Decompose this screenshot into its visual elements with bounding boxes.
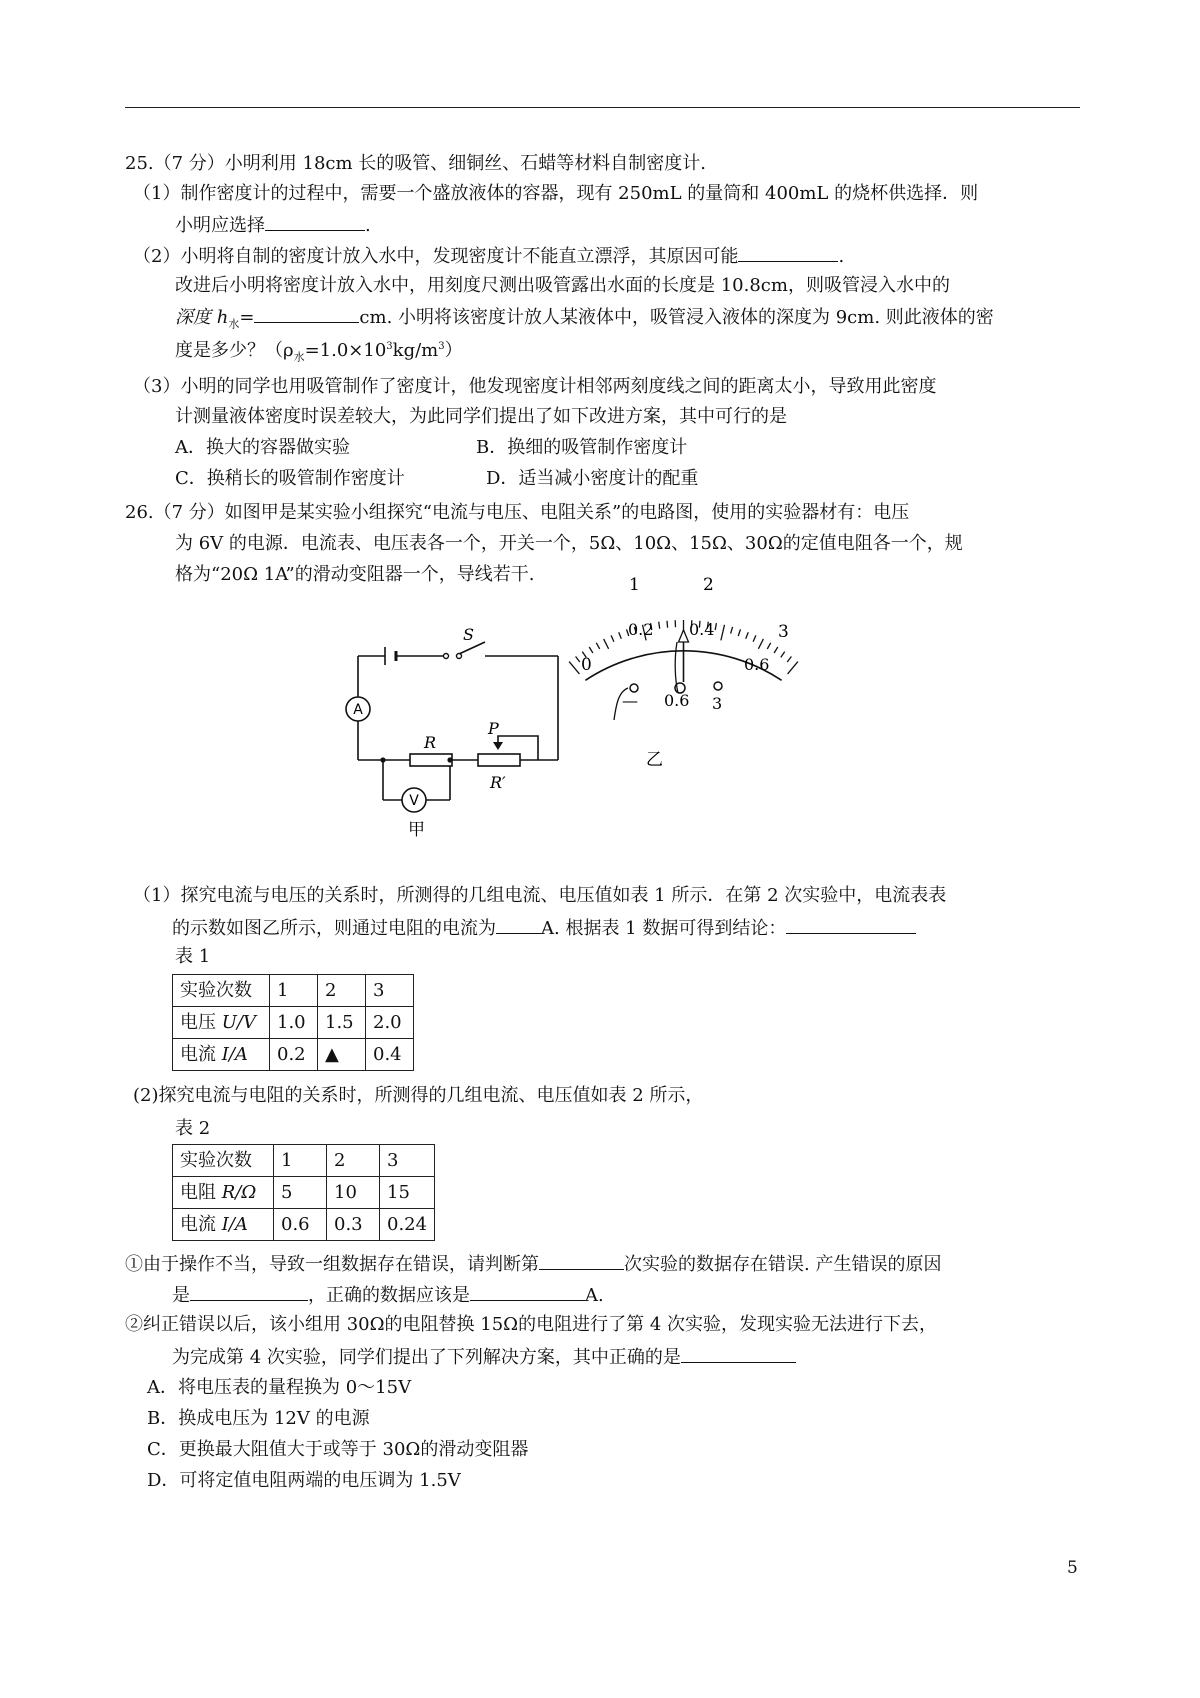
answer-blank[interactable] — [738, 244, 838, 262]
table-cell: 实验次数 — [173, 975, 270, 1007]
slider-label: P — [488, 719, 499, 738]
scale-bottom-0-6: 0.6 — [744, 655, 770, 674]
q25-p2-line2: 改进后小明将密度计放入水中，用刻度尺测出吸管露出水面的长度是 10.8cm，则吸管浸入水中的 — [175, 275, 950, 296]
table-row — [173, 975, 414, 1007]
table-cell: 1 — [274, 1145, 327, 1177]
figure-yi-caption: 乙 — [646, 750, 663, 770]
table-row — [173, 1209, 435, 1241]
junction-dot — [380, 757, 385, 762]
table-cell: 电压 U/V — [173, 1007, 270, 1039]
q25-option-a[interactable]: A．换大的容器做实验 — [175, 437, 350, 458]
figure-jia-caption: 甲 — [408, 820, 425, 840]
table-cell: 10 — [327, 1177, 380, 1209]
rheostat-label: R′ — [490, 773, 506, 792]
ammeter-label: A — [353, 702, 363, 718]
table-cell: 电阻 R/Ω — [173, 1177, 274, 1209]
terminal-3 — [714, 682, 722, 690]
q26-s1-line2: 是 ，正确的数据应该是 A. — [172, 1285, 604, 1306]
q26-option-c[interactable]: C．更换最大阻值大于或等于 30Ω的滑动变阻器 — [147, 1439, 529, 1460]
resistor-label: R — [424, 733, 437, 752]
q25-p3-line2: 计测量液体密度时误差较大，为此同学们提出了如下改进方案，其中可行的是 — [175, 406, 787, 427]
table-row — [173, 1039, 414, 1071]
answer-blank[interactable] — [496, 916, 541, 934]
voltmeter-label: V — [409, 793, 419, 809]
dial-tick — [753, 635, 756, 641]
dial-tick — [746, 632, 749, 639]
table-cell: 0.6 — [274, 1209, 327, 1241]
dial-tick — [604, 639, 609, 649]
table2-title: 表 2 — [175, 1118, 211, 1139]
q26-s2-line2: 为完成第 4 次实验，同学们提出了下列解决方案，其中正确的是 — [172, 1345, 796, 1369]
q26-p1-line2: 的示数如图乙所示，则通过电阻的电流为 A. 根据表 1 数据可得到结论： — [172, 916, 916, 940]
table1-title: 表 1 — [175, 946, 211, 967]
dial-tick — [611, 635, 614, 641]
q26-s1-line1: ①由于操作不当，导致一组数据存在错误，请判断第 次实验的数据存在错误. 产生错误的原因 — [125, 1254, 942, 1275]
answer-blank[interactable] — [470, 1283, 585, 1301]
slider-arrow — [493, 742, 503, 750]
table-1 — [172, 974, 414, 1071]
junction-dot — [447, 757, 452, 762]
q26-stem-line1: 26.（7 分）如图甲是某实验小组探究“电流与电压、电阻关系”的电路图，使用的实验器材有：电压 — [125, 502, 910, 523]
q25-p1-line2: 小明应选择 . — [175, 215, 371, 236]
table-cell: 0.3 — [327, 1209, 380, 1241]
dial-tick — [731, 627, 733, 634]
answer-blank[interactable] — [539, 1252, 624, 1270]
dial-tick — [569, 662, 579, 674]
dial-tick — [774, 647, 778, 653]
dial-tick — [738, 629, 740, 636]
needle-arrowhead — [679, 630, 689, 642]
q26-p2-line1: (2)探究电流与电阻的关系时，所测得的几组电流、电压值如表 2 所示， — [133, 1085, 704, 1106]
switch-label: S — [463, 625, 474, 644]
q25-option-b[interactable]: B．换细的吸管制作密度计 — [476, 437, 688, 458]
dial-tick — [596, 643, 599, 649]
table-cell: 5 — [274, 1177, 327, 1209]
scale-top-1: 1 — [629, 575, 640, 595]
resistor-symbol — [410, 754, 452, 766]
answer-blank[interactable] — [681, 1345, 796, 1363]
q25-stem: 25.（7 分）小明利用 18cm 长的吸管、细铜丝、石蜡等材料自制密度计. — [125, 153, 707, 174]
dial-tick — [589, 647, 593, 653]
dial-tick — [788, 662, 798, 674]
table-cell: 1 — [270, 975, 318, 1007]
q26-option-a[interactable]: A．将电压表的量程换为 0～15V — [147, 1377, 412, 1398]
terminal-label-0-6: 0.6 — [664, 691, 690, 710]
switch-contact — [457, 654, 462, 659]
table-cell: 电流 I/A — [173, 1209, 274, 1241]
rheostat-symbol — [478, 754, 520, 766]
table-cell: 2 — [318, 975, 366, 1007]
table-row — [173, 1177, 435, 1209]
dial-tick — [767, 643, 770, 649]
table-row — [173, 1007, 414, 1039]
page-number: 5 — [1067, 1558, 1078, 1578]
circuit-diagram — [330, 620, 580, 850]
q25-p2-line4: 度是多少？$(\rho_水=1.0\times 10^3kg/m^3)$ — [175, 340, 463, 364]
q25-option-c[interactable]: C．换稍长的吸管制作密度计 — [175, 468, 405, 489]
table-cell: 2 — [327, 1145, 380, 1177]
table-cell: 1.5 — [318, 1007, 366, 1039]
dial-tick — [576, 657, 580, 663]
q26-stem-line3: 格为“20Ω 1A”的滑动变阻器一个，导线若干. — [175, 564, 535, 585]
q25-p3-line1: （3）小明的同学也用吸管制作了密度计，他发现密度计相邻两刻度线之间的距离太小，导致用此密度 — [133, 376, 937, 397]
scale-bottom-0: 0 — [581, 655, 592, 675]
q26-s2-line1: ②纠正错误以后，该小组用 30Ω的电阻替换 15Ω的电阻进行了第 4 次实验，发现实验无法进行下去， — [125, 1314, 937, 1335]
q26-p1-line1: （1）探究电流与电压的关系时，所测得的几组电流、电压值如表 1 所示．在第 2 次实验中，电流表表 — [133, 885, 947, 906]
scale-top-2: 2 — [703, 575, 714, 595]
dial-tick — [758, 639, 763, 649]
scale-top-3: 3 — [778, 622, 789, 642]
dial-tick — [619, 632, 622, 639]
dial-tick — [667, 621, 668, 628]
terminal-label-3: 3 — [712, 694, 723, 713]
answer-blank[interactable] — [265, 213, 365, 231]
dial-tick — [715, 623, 716, 630]
scale-bottom-0-4: 0.4 — [689, 620, 715, 639]
table-cell: 3 — [380, 1145, 435, 1177]
table-cell: 实验次数 — [173, 1145, 274, 1177]
table-cell: 15 — [380, 1177, 435, 1209]
q25-p2-line1: （2）小明将自制的密度计放入水中，发现密度计不能直立漂浮，其原因可能 . — [133, 246, 845, 267]
dial-tick — [721, 625, 725, 641]
q26-option-b[interactable]: B．换成电压为 12V 的电源 — [147, 1408, 370, 1429]
table-cell: ▲ — [318, 1039, 366, 1071]
q25-p2-line3: 深度 $h_水=$ cm. 小明将该密度计放人某液体中，吸管浸入液体的深度为 9cm. 则此液体的密 — [175, 307, 994, 331]
table-cell: 0.4 — [366, 1039, 414, 1071]
q26-stem-line2: 为 6V 的电源．电流表、电压表各一个，开关一个，5Ω、10Ω、15Ω、30Ω的定值电阻各一个，规 — [175, 533, 963, 554]
answer-blank[interactable] — [190, 1283, 308, 1301]
table-cell: 2.0 — [366, 1007, 414, 1039]
scale-bottom-0-2: 0.2 — [628, 620, 654, 639]
table-cell: 电流 I/A — [173, 1039, 270, 1071]
q25-p1-line1: （1）制作密度计的过程中，需要一个盛放液体的容器，现有 250mL 的量筒和 400mL 的烧杯供选择．则 — [133, 183, 979, 204]
answer-blank[interactable] — [254, 305, 359, 323]
terminal-label-negative: — — [622, 691, 638, 710]
table-row — [173, 1145, 435, 1177]
ammeter-dial — [570, 575, 830, 850]
q25-option-d[interactable]: D．适当减小密度计的配重 — [486, 468, 699, 489]
table-cell: 0.24 — [380, 1209, 435, 1241]
table-cell: 0.2 — [270, 1039, 318, 1071]
table-2 — [172, 1144, 435, 1241]
switch-pivot — [444, 654, 449, 659]
dial-tick — [659, 622, 660, 629]
dial-tick — [787, 657, 791, 663]
table-cell: 1.0 — [270, 1007, 318, 1039]
answer-blank[interactable] — [786, 916, 916, 934]
header-rule — [125, 107, 1080, 108]
dial-tick — [781, 652, 785, 658]
q26-option-d[interactable]: D．可将定值电阻两端的电压调为 1.5V — [147, 1470, 461, 1491]
table-cell: 3 — [366, 975, 414, 1007]
